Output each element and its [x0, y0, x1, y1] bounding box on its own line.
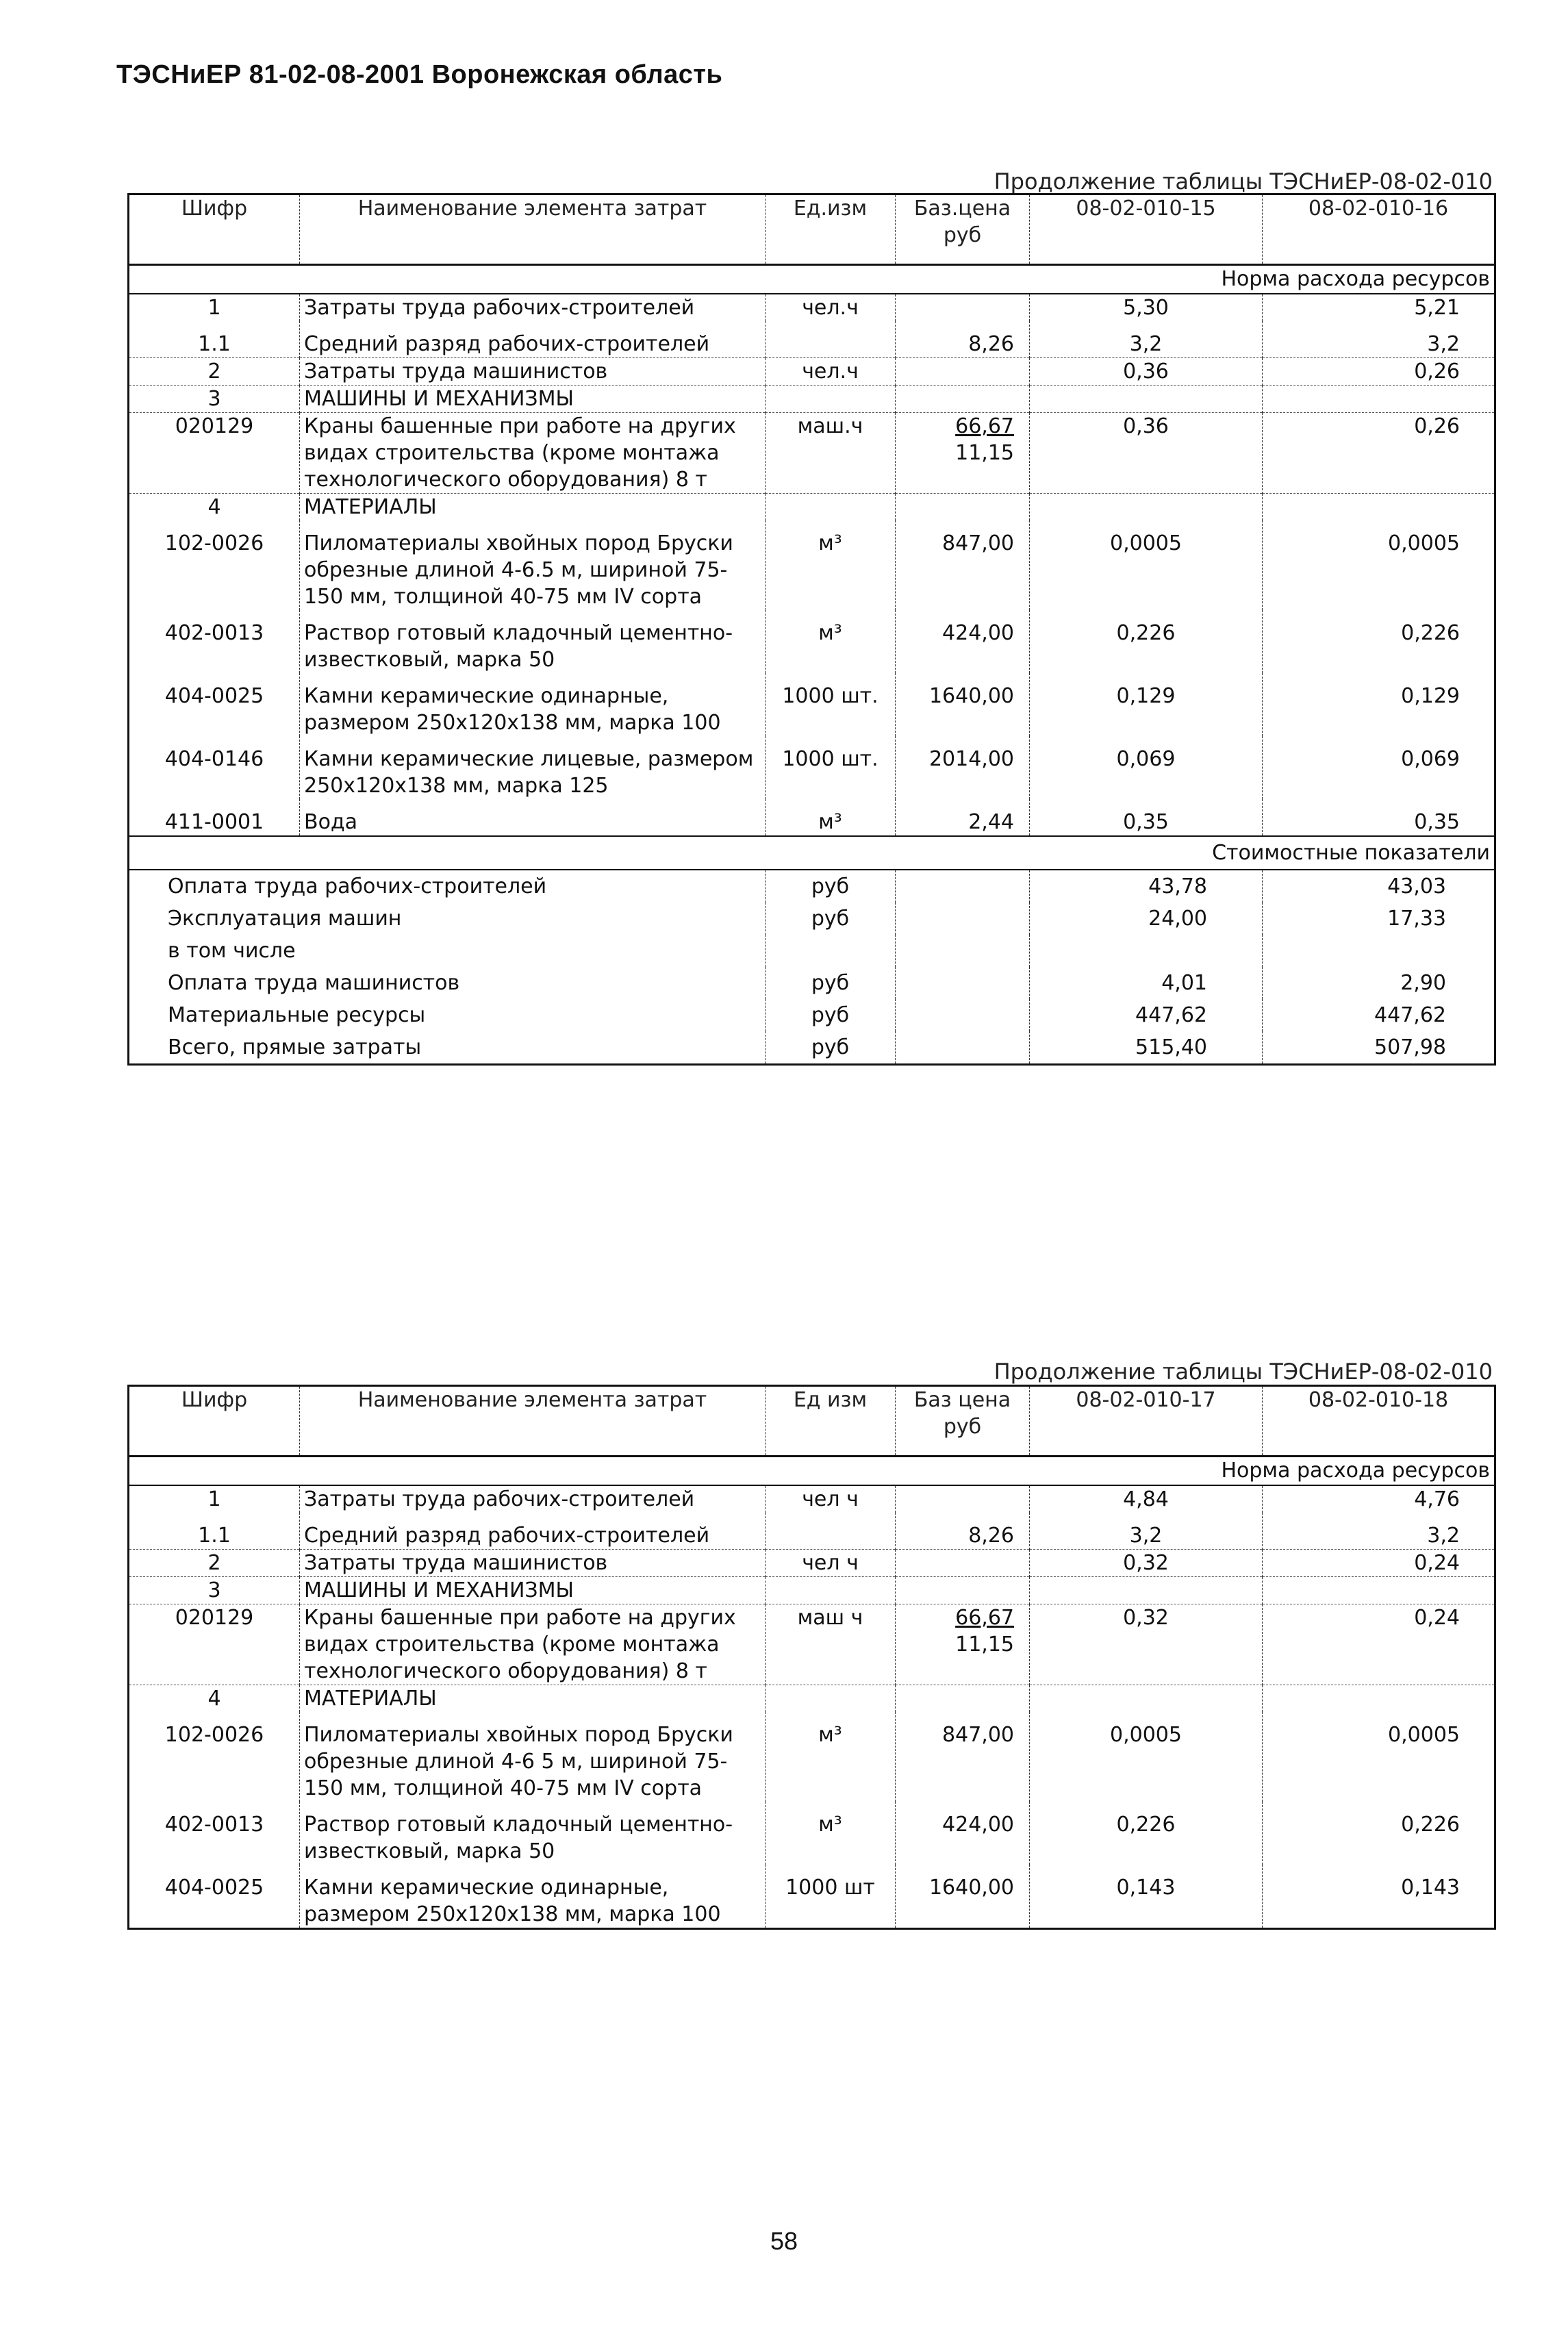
row-price: 1640,00 — [896, 673, 1030, 736]
cost-value-2: 2,90 — [1263, 967, 1495, 999]
row-unit: маш.ч — [766, 413, 896, 494]
row-name: Камни керамические лицевые, размером 250х120х138 мм, марка 125 — [300, 736, 766, 799]
column-header-norm-2: 08-02-010-18 — [1263, 1386, 1495, 1457]
row-name: Камни керамические одинарные, размером 250х120х138 мм, марка 100 — [300, 1865, 766, 1929]
row-norm-1 — [1030, 494, 1263, 521]
row-unit: маш ч — [766, 1604, 896, 1685]
row-code: 1 — [207, 1487, 221, 1511]
cost-unit: руб — [766, 903, 896, 935]
norm-section-title: Норма расхода ресурсов — [129, 265, 1495, 294]
row-norm-1: 0,35 — [1030, 799, 1263, 836]
cost-row — [129, 999, 1495, 1031]
row-norm-2: 0,26 — [1263, 358, 1495, 386]
norms-table-2 — [127, 1385, 1494, 1930]
cost-label: Материальные ресурсы — [168, 1003, 426, 1027]
cost-unit: руб — [766, 870, 896, 903]
row-unit: м³ — [766, 1802, 896, 1865]
column-header-price: Баз.цена руб — [896, 194, 1030, 265]
row-norm-2: 4,76 — [1263, 1485, 1495, 1513]
norm-section-title: Норма расхода ресурсов — [129, 1457, 1495, 1486]
row-code: 1 — [207, 296, 221, 320]
column-header-norm-2: 08-02-010-16 — [1263, 194, 1495, 265]
row-norm-1: 0,226 — [1030, 1802, 1263, 1865]
column-header-code: Шифр — [129, 194, 300, 265]
table-row — [129, 494, 1495, 521]
row-unit: 1000 шт. — [766, 673, 896, 736]
cost-value-1: 24,00 — [1030, 903, 1263, 935]
row-unit — [766, 386, 896, 413]
row-code: 020129 — [129, 413, 300, 494]
row-unit — [766, 494, 896, 521]
row-code: 4 — [129, 494, 300, 521]
row-norm-1: 0,143 — [1030, 1865, 1263, 1929]
table-row — [129, 386, 1495, 413]
row-price: 847,00 — [896, 520, 1030, 610]
row-name: МАТЕРИАЛЫ — [300, 494, 766, 521]
row-price — [896, 294, 1030, 321]
cost-value-2: 507,98 — [1263, 1031, 1495, 1065]
cost-value-2: 17,33 — [1263, 903, 1495, 935]
row-code: 404-0025 — [164, 684, 264, 708]
row-price — [896, 1485, 1030, 1513]
row-price — [896, 386, 1030, 413]
table-row — [129, 321, 1495, 358]
row-unit — [766, 1513, 896, 1550]
row-norm-1: 0,226 — [1030, 610, 1263, 673]
row-price: 847,00 — [896, 1712, 1030, 1802]
cost-value-2: 43,03 — [1263, 870, 1495, 903]
row-name: Затраты труда рабочих-строителей — [300, 294, 766, 321]
cost-price-empty — [896, 999, 1030, 1031]
row-price-secondary: 11,15 — [955, 441, 1014, 465]
cost-label: Эксплуатация машин — [168, 907, 402, 931]
row-name: Затраты труда машинистов — [300, 1550, 766, 1577]
table-row — [129, 1550, 1495, 1577]
cost-value-2 — [1263, 935, 1495, 967]
row-unit — [766, 1685, 896, 1713]
row-norm-2 — [1263, 1577, 1495, 1604]
row-price — [896, 413, 1030, 494]
row-norm-2: 0,24 — [1263, 1604, 1495, 1685]
row-code: 402-0013 — [164, 1813, 264, 1837]
row-norm-2: 0,226 — [1263, 1802, 1495, 1865]
row-price: 2,44 — [896, 799, 1030, 836]
row-norm-1: 0,129 — [1030, 673, 1263, 736]
table-continuation-label: Продолжение таблицы ТЭСНиЕР-08-02-010 — [994, 1359, 1493, 1385]
row-price: 2014,00 — [896, 736, 1030, 799]
row-unit: чел.ч — [766, 294, 896, 321]
row-code: 2 — [129, 358, 300, 386]
cost-unit: руб — [766, 1031, 896, 1065]
row-name: Пиломатериалы хвойных пород Бруски обрезные длиной 4-6 5 м, шириной 75-150 мм, толщиной 40-75 мм IV сорта — [300, 1712, 766, 1802]
row-name: Затраты труда рабочих-строителей — [300, 1485, 766, 1513]
row-code: 1.1 — [198, 332, 231, 356]
row-norm-2: 3,2 — [1263, 321, 1495, 358]
row-price — [896, 494, 1030, 521]
row-name: Раствор готовый кладочный цементно-известковый, марка 50 — [300, 1802, 766, 1865]
row-price-secondary: 11,15 — [955, 1633, 1014, 1656]
row-norm-2: 0,143 — [1263, 1865, 1495, 1929]
cost-row — [129, 870, 1495, 903]
row-unit: 1000 шт — [766, 1865, 896, 1929]
row-price: 8,26 — [896, 1513, 1030, 1550]
row-norm-1: 0,36 — [1030, 413, 1263, 494]
row-price — [896, 358, 1030, 386]
row-unit: м³ — [766, 799, 896, 836]
row-name: Средний разряд рабочих-строителей — [300, 1513, 766, 1550]
table — [127, 193, 1496, 1066]
table-row — [129, 520, 1495, 610]
cost-value-1: 515,40 — [1030, 1031, 1263, 1065]
cost-price-empty — [896, 935, 1030, 967]
row-code: 402-0013 — [164, 621, 264, 645]
row-price — [896, 1577, 1030, 1604]
row-norm-2: 0,226 — [1263, 610, 1495, 673]
row-name: Средний разряд рабочих-строителей — [300, 321, 766, 358]
norm-rows — [129, 1485, 1495, 1929]
page-title: ТЭСНиЕР 81-02-08-2001 Воронежская область — [116, 60, 723, 89]
row-code: 3 — [129, 386, 300, 413]
row-price-value: 66,67 — [955, 1606, 1014, 1630]
row-price — [896, 1550, 1030, 1577]
column-header-norm-1: 08-02-010-17 — [1030, 1386, 1263, 1457]
row-code: 020129 — [129, 1604, 300, 1685]
cost-unit — [766, 935, 896, 967]
cost-row — [129, 967, 1495, 999]
row-name: Камни керамические одинарные, размером 250х120х138 мм, марка 100 — [300, 673, 766, 736]
row-name: Вода — [300, 799, 766, 836]
cost-price-empty — [896, 1031, 1030, 1065]
row-unit: 1000 шт. — [766, 736, 896, 799]
column-header-unit: Ед изм — [766, 1386, 896, 1457]
row-norm-1: 0,069 — [1030, 736, 1263, 799]
row-unit: чел ч — [766, 1550, 896, 1577]
row-norm-1: 0,0005 — [1030, 520, 1263, 610]
cost-row — [129, 903, 1495, 935]
row-norm-1: 0,32 — [1030, 1604, 1263, 1685]
row-norm-2: 0,0005 — [1263, 520, 1495, 610]
row-code: 2 — [129, 1550, 300, 1577]
table-row — [129, 1485, 1495, 1513]
cost-price-empty — [896, 903, 1030, 935]
row-price — [896, 1685, 1030, 1713]
row-norm-2: 5,21 — [1263, 294, 1495, 321]
row-norm-2: 0,069 — [1263, 736, 1495, 799]
row-price-value: 66,67 — [955, 414, 1014, 438]
row-name: Краны башенные при работе на других видах строительства (кроме монтажа технологического оборудования) 8 т — [300, 1604, 766, 1685]
row-unit: чел ч — [766, 1485, 896, 1513]
row-unit: м³ — [766, 520, 896, 610]
row-norm-1: 3,2 — [1030, 321, 1263, 358]
norms-table-1 — [127, 193, 1494, 1066]
row-name: Раствор готовый кладочный цементно-известковый, марка 50 — [300, 610, 766, 673]
row-price: 1640,00 — [896, 1865, 1030, 1929]
row-price: 424,00 — [896, 610, 1030, 673]
norm-rows — [129, 294, 1495, 836]
row-code: 404-0146 — [164, 747, 264, 771]
column-header-unit: Ед.изм — [766, 194, 896, 265]
cost-unit: руб — [766, 999, 896, 1031]
row-price — [896, 1604, 1030, 1685]
row-code: 3 — [129, 1577, 300, 1604]
cost-row — [129, 1031, 1495, 1065]
row-unit: м³ — [766, 610, 896, 673]
table-row — [129, 799, 1495, 836]
row-price: 424,00 — [896, 1802, 1030, 1865]
table-continuation-label: Продолжение таблицы ТЭСНиЕР-08-02-010 — [994, 168, 1493, 194]
row-name: МАТЕРИАЛЫ — [300, 1685, 766, 1713]
row-norm-1: 3,2 — [1030, 1513, 1263, 1550]
row-unit — [766, 321, 896, 358]
table-row — [129, 610, 1495, 673]
row-norm-1 — [1030, 1685, 1263, 1713]
cost-value-1 — [1030, 935, 1263, 967]
row-name: Затраты труда машинистов — [300, 358, 766, 386]
row-code: 4 — [129, 1685, 300, 1713]
row-norm-2: 0,35 — [1263, 799, 1495, 836]
row-norm-2: 0,0005 — [1263, 1712, 1495, 1802]
row-norm-1 — [1030, 386, 1263, 413]
table-row — [129, 1685, 1495, 1713]
cost-value-2: 447,62 — [1263, 999, 1495, 1031]
row-name: Пиломатериалы хвойных пород Бруски обрезные длиной 4-6.5 м, шириной 75-150 мм, толщиной 40-75 мм IV сорта — [300, 520, 766, 610]
row-name: МАШИНЫ И МЕХАНИЗМЫ — [300, 386, 766, 413]
row-norm-2: 3,2 — [1263, 1513, 1495, 1550]
table-row — [129, 736, 1495, 799]
column-header-code: Шифр — [129, 1386, 300, 1457]
table-row — [129, 1513, 1495, 1550]
row-unit: м³ — [766, 1712, 896, 1802]
row-norm-1: 4,84 — [1030, 1485, 1263, 1513]
table-row — [129, 294, 1495, 321]
row-norm-1: 0,0005 — [1030, 1712, 1263, 1802]
cost-row — [129, 935, 1495, 967]
cost-label: Оплата труда машинистов — [168, 971, 460, 995]
row-norm-2: 0,26 — [1263, 413, 1495, 494]
table-row — [129, 1604, 1495, 1685]
table-row — [129, 358, 1495, 386]
cost-label: Всего, прямые затраты — [168, 1035, 422, 1059]
row-unit: чел.ч — [766, 358, 896, 386]
row-norm-2: 0,24 — [1263, 1550, 1495, 1577]
table-row — [129, 1865, 1495, 1929]
row-norm-1: 0,36 — [1030, 358, 1263, 386]
row-norm-1: 5,30 — [1030, 294, 1263, 321]
cost-unit: руб — [766, 967, 896, 999]
cost-rows — [129, 836, 1495, 1065]
column-header-name: Наименование элемента затрат — [300, 1386, 766, 1457]
row-code: 102-0026 — [164, 1723, 264, 1747]
table-row — [129, 1712, 1495, 1802]
page-number: 58 — [770, 2227, 798, 2255]
row-unit — [766, 1577, 896, 1604]
table-row — [129, 673, 1495, 736]
cost-value-1: 447,62 — [1030, 999, 1263, 1031]
row-code: 411-0001 — [164, 810, 264, 834]
column-header-norm-1: 08-02-010-15 — [1030, 194, 1263, 265]
table-row — [129, 1577, 1495, 1604]
row-name: Краны башенные при работе на других видах строительства (кроме монтажа технологического оборудования) 8 т — [300, 413, 766, 494]
row-norm-2 — [1263, 386, 1495, 413]
row-code: 1.1 — [198, 1524, 231, 1548]
table-row — [129, 1802, 1495, 1865]
table — [127, 1385, 1496, 1930]
cost-label: в том числе — [168, 939, 296, 963]
row-norm-1: 0,32 — [1030, 1550, 1263, 1577]
row-norm-2 — [1263, 494, 1495, 521]
cost-value-1: 43,78 — [1030, 870, 1263, 903]
row-norm-2: 0,129 — [1263, 673, 1495, 736]
cost-price-empty — [896, 967, 1030, 999]
table-row — [129, 413, 1495, 494]
cost-section-title: Стоимостные показатели — [129, 836, 1495, 870]
row-norm-2 — [1263, 1685, 1495, 1713]
row-price: 8,26 — [896, 321, 1030, 358]
row-norm-1 — [1030, 1577, 1263, 1604]
cost-label: Оплата труда рабочих-строителей — [168, 874, 547, 898]
row-name: МАШИНЫ И МЕХАНИЗМЫ — [300, 1577, 766, 1604]
column-header-name: Наименование элемента затрат — [300, 194, 766, 265]
row-code: 404-0025 — [164, 1876, 264, 1900]
cost-price-empty — [896, 870, 1030, 903]
column-header-price: Баз цена руб — [896, 1386, 1030, 1457]
cost-value-1: 4,01 — [1030, 967, 1263, 999]
row-code: 102-0026 — [164, 531, 264, 555]
